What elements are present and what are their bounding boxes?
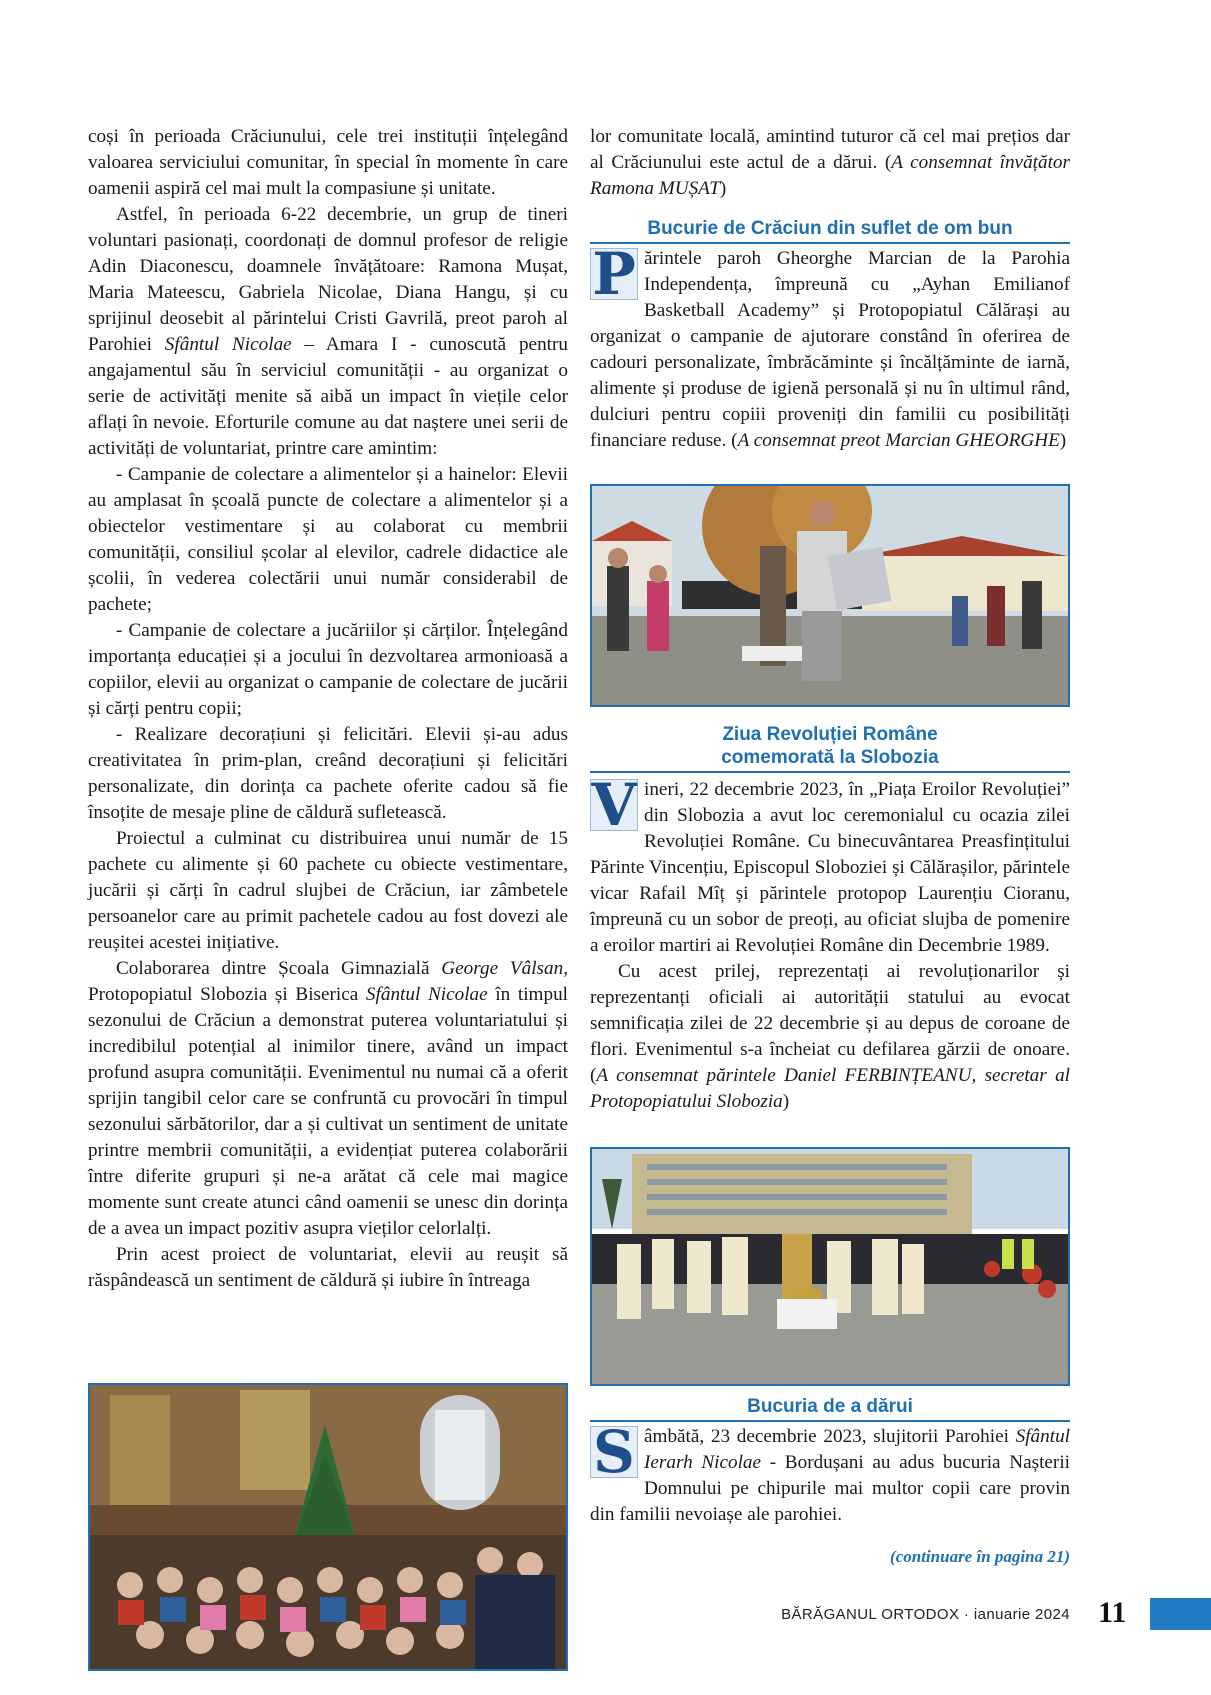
- footer-accent-bar: [1150, 1598, 1211, 1630]
- paragraph: - Campanie de colectare a jucăriilor și cărților. Înțelegând importanța educației și a jocului în dezvoltarea armonioasă a copiilor, elevii au organizat o campanie de colectare de jucării și cărți pentru copii;: [88, 620, 568, 719]
- photo-children-church: [88, 1383, 568, 1671]
- continuation-note: (continuare în pagina 21): [890, 1547, 1070, 1566]
- paragraph: Proiectul a culminat cu distribuirea unui număr de 15 pachete cu alimente și 60 pachete cu obiecte vestimentare, jucării și cărți în cadrul slujbei de Crăciun, iar zâmbetele persoanelor care au primit pachetele cadou au fost dovezi ale reușitei acestei inițiative.: [88, 828, 568, 953]
- dropcap: P: [590, 248, 638, 300]
- footer-publication: BĂRĂGANUL ORTODOX · ianuarie 2024: [781, 1606, 1070, 1623]
- paragraph: Astfel, în perioada 6-22 decembrie, un grup de tineri voluntari pasionați, coordonați de domnul profesor de religie Adin Diaconescu, doamnele învățătoare: Ramona Mușat, Maria Mateescu, Gabriela Nicolae, Diana Hangu, și cu sprijinul deosebit al părintelui Cristi Gavrilă, preot paroh al Parohiei Sfântul Nicolae – Amara I - cunoscută pentru angajamentul său în serviciul comunității - au organizat o serie de activități menite să aibă un impact în viețile celor aflați în nevoie. Eforturile comune au dat naștere unei serii de activități de voluntariat, printre care amintim:: [88, 204, 568, 459]
- paragraph: Colaborarea dintre Școala Gimnazială George Vâlsan, Protopopiatul Slobozia și Biserica Sfântul Nicolae în timpul sezonului de Crăciun a demonstrat puterea voluntariatului și incredibilul potențial al inimilor tinere, având un impact profund asupra comunității. Evenimentul nu numai că a oferit sprijin tangibil celor care se confruntă cu provocări în timpul sezonului sărbătorilor, dar a și cultivat un sentiment de unitate printre membrii comunității, a evidențiat puterea colaborării între diferite grupuri și ne-a arătat că cele mai magice momente sunt create atunci când oamenii se unesc din dorința de a avea un impact pozitiv asupra vieților celorlalți.: [88, 958, 568, 1239]
- article-heading: Ziua Revoluției Române comemorată la Slobozia: [590, 723, 1070, 773]
- dropcap: S: [590, 1426, 638, 1478]
- article-body: S âmbătă, 23 decembrie 2023, slujitorii Parohiei Sfântul Ierarh Nicolae - Bordușani au adus bucuria Nașterii Domnului pe chipurile mai multor copii care provin din familii nevoiașe ale parohiei.: [590, 1418, 1070, 1525]
- paragraph: - Realizare decorațiuni și felicitări. Elevii și-au adus creativitatea în prim-plan, creând decorațiuni și felicitări personalizate, din dorința ca pachete oferite cadou să fie însoțite de mesaje pline de căldură sufletească.: [88, 724, 568, 823]
- article-body: V ineri, 22 decembrie 2023, în „Piața Eroilor Revoluției” din Slobozia a avut loc ceremonialul cu ocazia zilei Revoluției Române. Cu binecuvântarea Preasfințitului Părinte Vincențiu, Episcopul Sloboziei și Călărașilor, părintele vicar Rafail Mîț și părintele protopop Laurențiu Cioranu, împreună cu un sobor de preoți, au oficiat slujba de pomenire a eroilor martiri ai Revoluției Române din Decembrie 1989. Cu acest prilej, reprezentați ai revoluționarilor și reprezentanți oficiali ai autorității statului au evocat semnificația zilei de 22 decembrie și au depus de coroane de flori. Evenimentul s-a încheiat cu defilarea gărzii de onoare. (A consemnat părintele Daniel FERBINȚEANU, secretar al Protopopiatului Slobozia): [590, 771, 1070, 1112]
- paragraph: coși în perioada Crăciunului, cele trei instituții înțelegând valoarea serviciului comunitar, în special în momente în care oamenii aspiră cel mai mult la compasiune și unitate.: [88, 126, 568, 199]
- photo-revolution-ceremony: [590, 1147, 1070, 1386]
- page-number: 11: [1098, 1596, 1127, 1629]
- article-heading: Bucuria de a dărui: [590, 1395, 1070, 1422]
- dropcap: V: [591, 771, 637, 839]
- photo-gift-delivery: [590, 484, 1070, 707]
- article-heading: Bucurie de Crăciun din suflet de om bun: [590, 217, 1070, 244]
- left-column: [88, 124, 568, 1294]
- right-top-text: lor comunitate locală, amintind tuturor că cel mai prețios dar al Crăciunului este actul de a dărui. (A consemnat învățător Ramona MUȘAT): [590, 126, 1070, 199]
- article-body: P ărintele paroh Gheorghe Marcian de la Parohia Independența, împreună cu „Ayhan Emilianof Basketball Academy” și Protopopiatul Călărași au organizat o campanie de ajutorare constând în oferirea de cadouri personalizate, îmbrăcăminte și încălțăminte de iarnă, alimente și produse de igienă personală și nu în ultimul rând, dulciuri pentru copiii proveniți din familii cu posibilități financiare reduse. (A consemnat preot Marcian GHEORGHE): [590, 240, 1070, 451]
- paragraph: Prin acest proiect de voluntariat, elevii au reușit să răspândească un sentiment de căldură și iubire în întreaga: [88, 1244, 568, 1291]
- paragraph: - Campanie de colectare a alimentelor și a hainelor: Elevii au amplasat în școală puncte de colectare a alimentelor și a obiectelor vestimentare și au colaborat cu membrii comunității, consiliul școlar al elevilor, cadrele didactice ale școlii, în vederea colectării unui număr considerabil de pachete;: [88, 464, 568, 615]
